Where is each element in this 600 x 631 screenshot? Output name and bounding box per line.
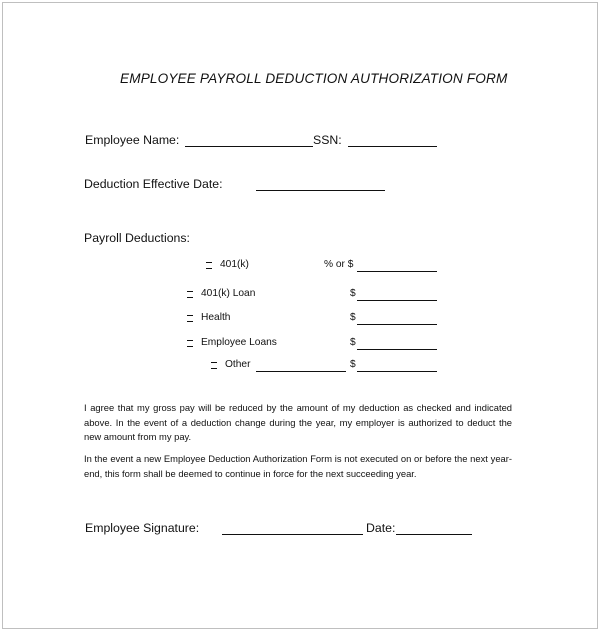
employee-name-input[interactable]: [185, 146, 313, 147]
payroll-deductions-heading: Payroll Deductions:: [84, 231, 190, 245]
deduction-effective-date-input[interactable]: [256, 190, 385, 191]
checkbox-other[interactable]: [211, 362, 217, 369]
signature-date-label: Date:: [366, 521, 396, 535]
signature-date-input[interactable]: [396, 534, 472, 535]
employee-signature-label: Employee Signature:: [85, 521, 200, 535]
amount-prefix-employee-loans: $: [350, 337, 356, 348]
description-input-other[interactable]: [256, 371, 346, 372]
deduction-label-401k: 401(k): [220, 259, 249, 270]
amount-prefix-other: $: [350, 359, 356, 370]
employee-signature-input[interactable]: [222, 534, 363, 535]
amount-prefix-health: $: [350, 312, 356, 323]
ssn-input[interactable]: [348, 146, 437, 147]
agreement-paragraph-2: In the event a new Employee Deduction Authorization Form is not executed on or before the next year-end, this form shall be deemed to continue in force for the next succeeding year.: [84, 453, 512, 479]
deduction-label-employee-loans: Employee Loans: [201, 337, 277, 348]
checkbox-401k-loan[interactable]: [187, 291, 193, 298]
agreement-paragraph-1: I agree that my gross pay will be reduced by the amount of my deduction as checked and indicated above. In the event of a deduction change during the year, my employer is authorized to deduct the new amount from my pay.: [84, 402, 512, 443]
page-title: EMPLOYEE PAYROLL DEDUCTION AUTHORIZATION FORM: [120, 71, 508, 86]
amount-input-health[interactable]: [357, 324, 437, 325]
deduction-label-other: Other: [225, 359, 251, 370]
deduction-effective-date-label: Deduction Effective Date:: [84, 177, 223, 191]
amount-input-401k[interactable]: [357, 271, 437, 272]
deduction-label-401k-loan: 401(k) Loan: [201, 288, 256, 299]
ssn-label: SSN:: [313, 133, 342, 147]
amount-prefix-401k-loan: $: [350, 288, 356, 299]
employee-name-label: Employee Name:: [85, 133, 180, 147]
checkbox-health[interactable]: [187, 315, 193, 322]
deduction-label-health: Health: [201, 312, 231, 323]
amount-input-other[interactable]: [357, 371, 437, 372]
checkbox-employee-loans[interactable]: [187, 340, 193, 347]
amount-input-employee-loans[interactable]: [357, 349, 437, 350]
checkbox-401k[interactable]: [206, 262, 212, 269]
amount-input-401k-loan[interactable]: [357, 300, 437, 301]
amount-prefix-401k: % or $: [324, 259, 354, 270]
